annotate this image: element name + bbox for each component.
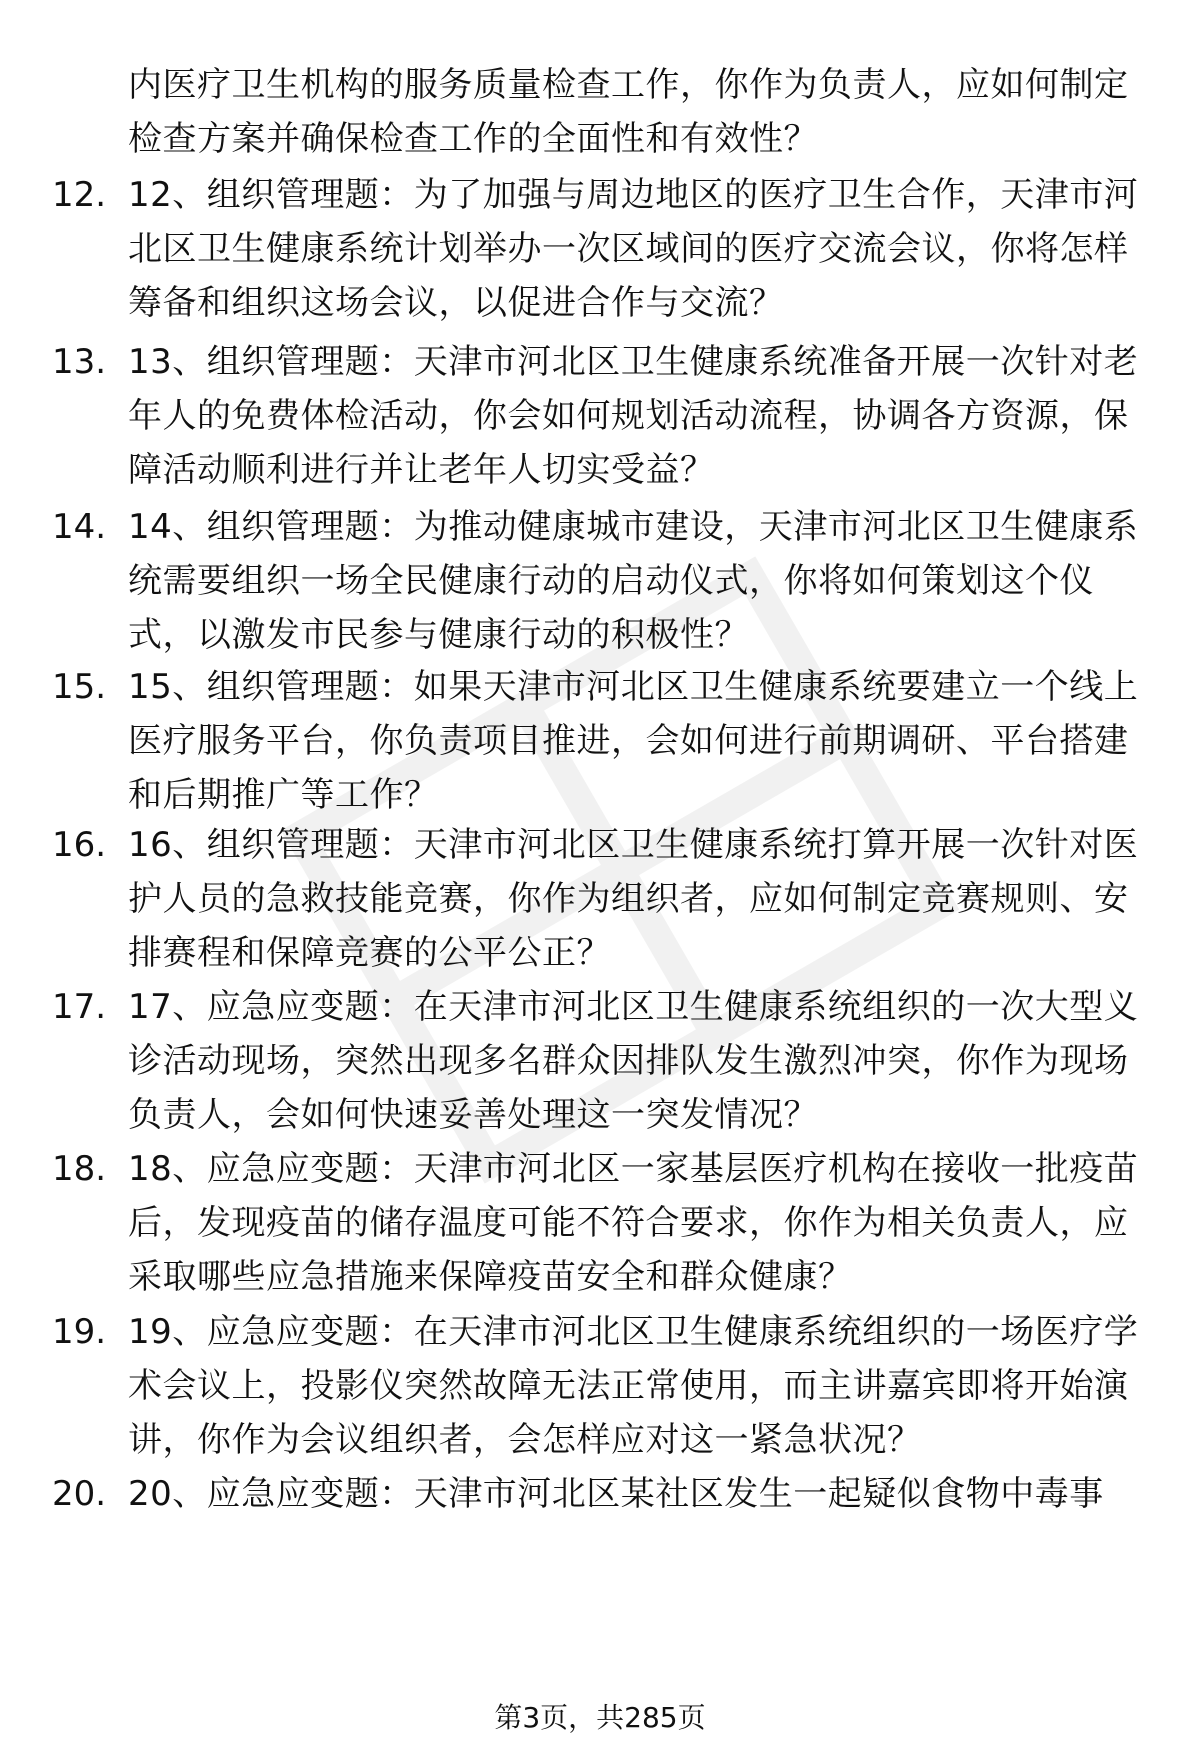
item-number: 13. — [52, 342, 107, 382]
item-text: 15、组织管理题：如果天津市河北区卫生健康系统要建立一个线上医疗服务平台，你负责项目推进，会如何进行前期调研、平台搭建和后期推广等工作？ — [128, 667, 1139, 815]
item-text: 13、组织管理题：天津市河北区卫生健康系统准备开展一次针对老年人的免费体检活动，你会如何规划活动流程，协调各方资源，保障活动顺利进行并让老年人切实受益？ — [128, 342, 1139, 490]
item-number: 15. — [52, 667, 107, 707]
item-text: 20、应急应变题：天津市河北区某社区发生一起疑似食物中毒事 — [128, 1474, 1104, 1514]
item-text: 18、应急应变题：天津市河北区一家基层医疗机构在接收一批疫苗后，发现疫苗的储存温度可能不符合要求，你作为相关负责人，应采取哪些应急措施来保障疫苗安全和群众健康？ — [128, 1149, 1139, 1297]
item-number: 14. — [52, 507, 107, 547]
item-text: 16、组织管理题：天津市河北区卫生健康系统打算开展一次针对医护人员的急救技能竞赛，你作为组织者，应如何制定竞赛规则、安排赛程和保障竞赛的公平公正？ — [128, 825, 1139, 973]
item-number: 17. — [52, 987, 107, 1027]
item-text: 12、组织管理题：为了加强与周边地区的医疗卫生合作，天津市河北区卫生健康系统计划举办一次区域间的医疗交流会议，你将怎样筹备和组织这场会议，以促进合作与交流？ — [128, 175, 1139, 323]
item-text: 14、组织管理题：为推动健康城市建设，天津市河北区卫生健康系统需要组织一场全民健康行动的启动仪式，你将如何策划这个仪式，以激发市民参与健康行动的积极性？ — [128, 507, 1139, 655]
item-number: 20. — [52, 1474, 107, 1514]
page-footer: 第3页，共285页 — [494, 1701, 706, 1734]
item-number: 18. — [52, 1149, 107, 1189]
item-number: 16. — [52, 825, 107, 865]
item-number: 19. — [52, 1312, 107, 1352]
intro-paragraph: 内医疗卫生机构的服务质量检查工作，你作为负责人，应如何制定检查方案并确保检查工作的全面性和有效性？ — [128, 65, 1129, 159]
item-number: 12. — [52, 175, 107, 215]
item-text: 19、应急应变题：在天津市河北区卫生健康系统组织的一场医疗学术会议上，投影仪突然故障无法正常使用，而主讲嘉宾即将开始演讲，你作为会议组织者，会怎样应对这一紧急状况？ — [128, 1312, 1139, 1460]
item-text: 17、应急应变题：在天津市河北区卫生健康系统组织的一次大型义诊活动现场，突然出现多名群众因排队发生激烈冲突，你作为现场负责人，会如何快速妥善处理这一突发情况？ — [128, 987, 1139, 1135]
